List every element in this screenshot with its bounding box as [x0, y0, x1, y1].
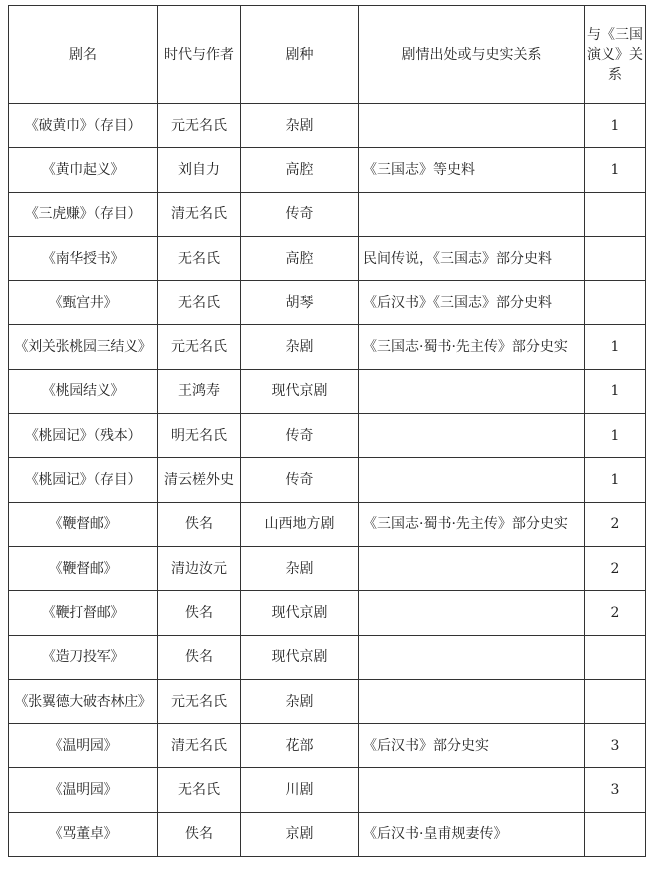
cell-relation — [585, 236, 646, 280]
cell-era-author: 佚名 — [158, 635, 241, 679]
table-row — [9, 369, 646, 413]
header-name: 剧名 — [9, 6, 158, 104]
cell-era-author: 佚名 — [158, 812, 241, 856]
cell-era-author: 元无名氏 — [158, 325, 241, 369]
cell-relation: 2 — [585, 546, 646, 590]
cell-name: 《鞭打督邮》 — [9, 591, 158, 635]
cell-name: 《温明园》 — [9, 768, 158, 812]
header-relation: 与《三国演义》关系 — [585, 6, 646, 104]
cell-genre: 现代京剧 — [241, 369, 359, 413]
cell-relation: 1 — [585, 148, 646, 192]
table-row — [9, 679, 646, 723]
cell-relation: 1 — [585, 325, 646, 369]
cell-genre: 杂剧 — [241, 104, 359, 148]
cell-era-author: 无名氏 — [158, 236, 241, 280]
cell-name: 《鞭督邮》 — [9, 502, 158, 546]
cell-genre: 现代京剧 — [241, 635, 359, 679]
cell-relation — [585, 635, 646, 679]
table-row — [9, 148, 646, 192]
cell-source: 《后汉书》部分史实 — [359, 724, 585, 768]
cell-genre: 川剧 — [241, 768, 359, 812]
cell-genre: 现代京剧 — [241, 591, 359, 635]
cell-era-author: 王鸿寿 — [158, 369, 241, 413]
cell-relation: 1 — [585, 458, 646, 502]
cell-genre: 胡琴 — [241, 281, 359, 325]
cell-era-author: 佚名 — [158, 591, 241, 635]
header-genre: 剧种 — [241, 6, 359, 104]
plays-table — [8, 5, 646, 857]
cell-name: 《桃园记》（残本） — [9, 414, 158, 458]
header-era-author: 时代与作者 — [158, 6, 241, 104]
table-row — [9, 104, 646, 148]
cell-name: 《骂董卓》 — [9, 812, 158, 856]
cell-name: 《甄宫井》 — [9, 281, 158, 325]
cell-source: 《后汉书·皇甫规妻传》 — [359, 812, 585, 856]
cell-source — [359, 546, 585, 590]
cell-genre: 杂剧 — [241, 325, 359, 369]
cell-name: 《温明园》 — [9, 724, 158, 768]
cell-era-author: 清边汝元 — [158, 546, 241, 590]
table-row — [9, 812, 646, 856]
cell-era-author: 元无名氏 — [158, 104, 241, 148]
cell-source: 民间传说，《三国志》部分史料 — [359, 236, 585, 280]
cell-source — [359, 591, 585, 635]
cell-source: 《三国志·蜀书·先主传》部分史实 — [359, 502, 585, 546]
cell-source — [359, 414, 585, 458]
table-row — [9, 546, 646, 590]
cell-name: 《桃园记》（存目） — [9, 458, 158, 502]
table-body — [9, 104, 646, 857]
table-row — [9, 458, 646, 502]
cell-era-author: 佚名 — [158, 502, 241, 546]
table-row — [9, 325, 646, 369]
cell-genre: 杂剧 — [241, 679, 359, 723]
cell-era-author: 清无名氏 — [158, 724, 241, 768]
cell-genre: 杂剧 — [241, 546, 359, 590]
cell-name: 《三虎赚》（存目） — [9, 192, 158, 236]
cell-source — [359, 192, 585, 236]
cell-era-author: 明无名氏 — [158, 414, 241, 458]
table-row — [9, 192, 646, 236]
table-row — [9, 635, 646, 679]
cell-relation: 3 — [585, 724, 646, 768]
table-row — [9, 724, 646, 768]
cell-genre: 山西地方剧 — [241, 502, 359, 546]
cell-genre: 传奇 — [241, 458, 359, 502]
header-row — [9, 6, 646, 104]
table-row — [9, 768, 646, 812]
cell-relation: 1 — [585, 414, 646, 458]
plays-table-container — [8, 5, 645, 857]
cell-relation: 1 — [585, 369, 646, 413]
cell-name: 《黄巾起义》 — [9, 148, 158, 192]
cell-era-author: 清云槎外史 — [158, 458, 241, 502]
cell-source: 《三国志·蜀书·先主传》部分史实 — [359, 325, 585, 369]
cell-genre: 京剧 — [241, 812, 359, 856]
table-header — [9, 6, 646, 104]
cell-name: 《鞭督邮》 — [9, 546, 158, 590]
cell-relation — [585, 281, 646, 325]
cell-name: 《桃园结义》 — [9, 369, 158, 413]
table-row — [9, 236, 646, 280]
cell-source — [359, 104, 585, 148]
cell-genre: 高腔 — [241, 148, 359, 192]
cell-source: 《后汉书》《三国志》部分史料 — [359, 281, 585, 325]
cell-genre: 花部 — [241, 724, 359, 768]
cell-name: 《造刀投军》 — [9, 635, 158, 679]
cell-source — [359, 369, 585, 413]
header-source: 剧情出处或与史实关系 — [359, 6, 585, 104]
cell-name: 《破黄巾》（存目） — [9, 104, 158, 148]
cell-relation — [585, 679, 646, 723]
cell-relation: 1 — [585, 104, 646, 148]
cell-era-author: 清无名氏 — [158, 192, 241, 236]
table-row — [9, 502, 646, 546]
cell-relation — [585, 812, 646, 856]
cell-name: 《张翼德大破杏林庄》 — [9, 679, 158, 723]
cell-era-author: 无名氏 — [158, 768, 241, 812]
cell-name: 《刘关张桃园三结义》 — [9, 325, 158, 369]
cell-source: 《三国志》等史料 — [359, 148, 585, 192]
cell-genre: 高腔 — [241, 236, 359, 280]
cell-source — [359, 458, 585, 502]
cell-genre: 传奇 — [241, 192, 359, 236]
cell-source — [359, 768, 585, 812]
cell-relation: 3 — [585, 768, 646, 812]
cell-name: 《南华授书》 — [9, 236, 158, 280]
cell-era-author: 无名氏 — [158, 281, 241, 325]
cell-era-author: 元无名氏 — [158, 679, 241, 723]
cell-era-author: 刘自力 — [158, 148, 241, 192]
table-row — [9, 414, 646, 458]
table-row — [9, 591, 646, 635]
cell-source — [359, 635, 585, 679]
cell-relation: 2 — [585, 591, 646, 635]
cell-relation: 2 — [585, 502, 646, 546]
cell-genre: 传奇 — [241, 414, 359, 458]
cell-relation — [585, 192, 646, 236]
table-row — [9, 281, 646, 325]
cell-source — [359, 679, 585, 723]
